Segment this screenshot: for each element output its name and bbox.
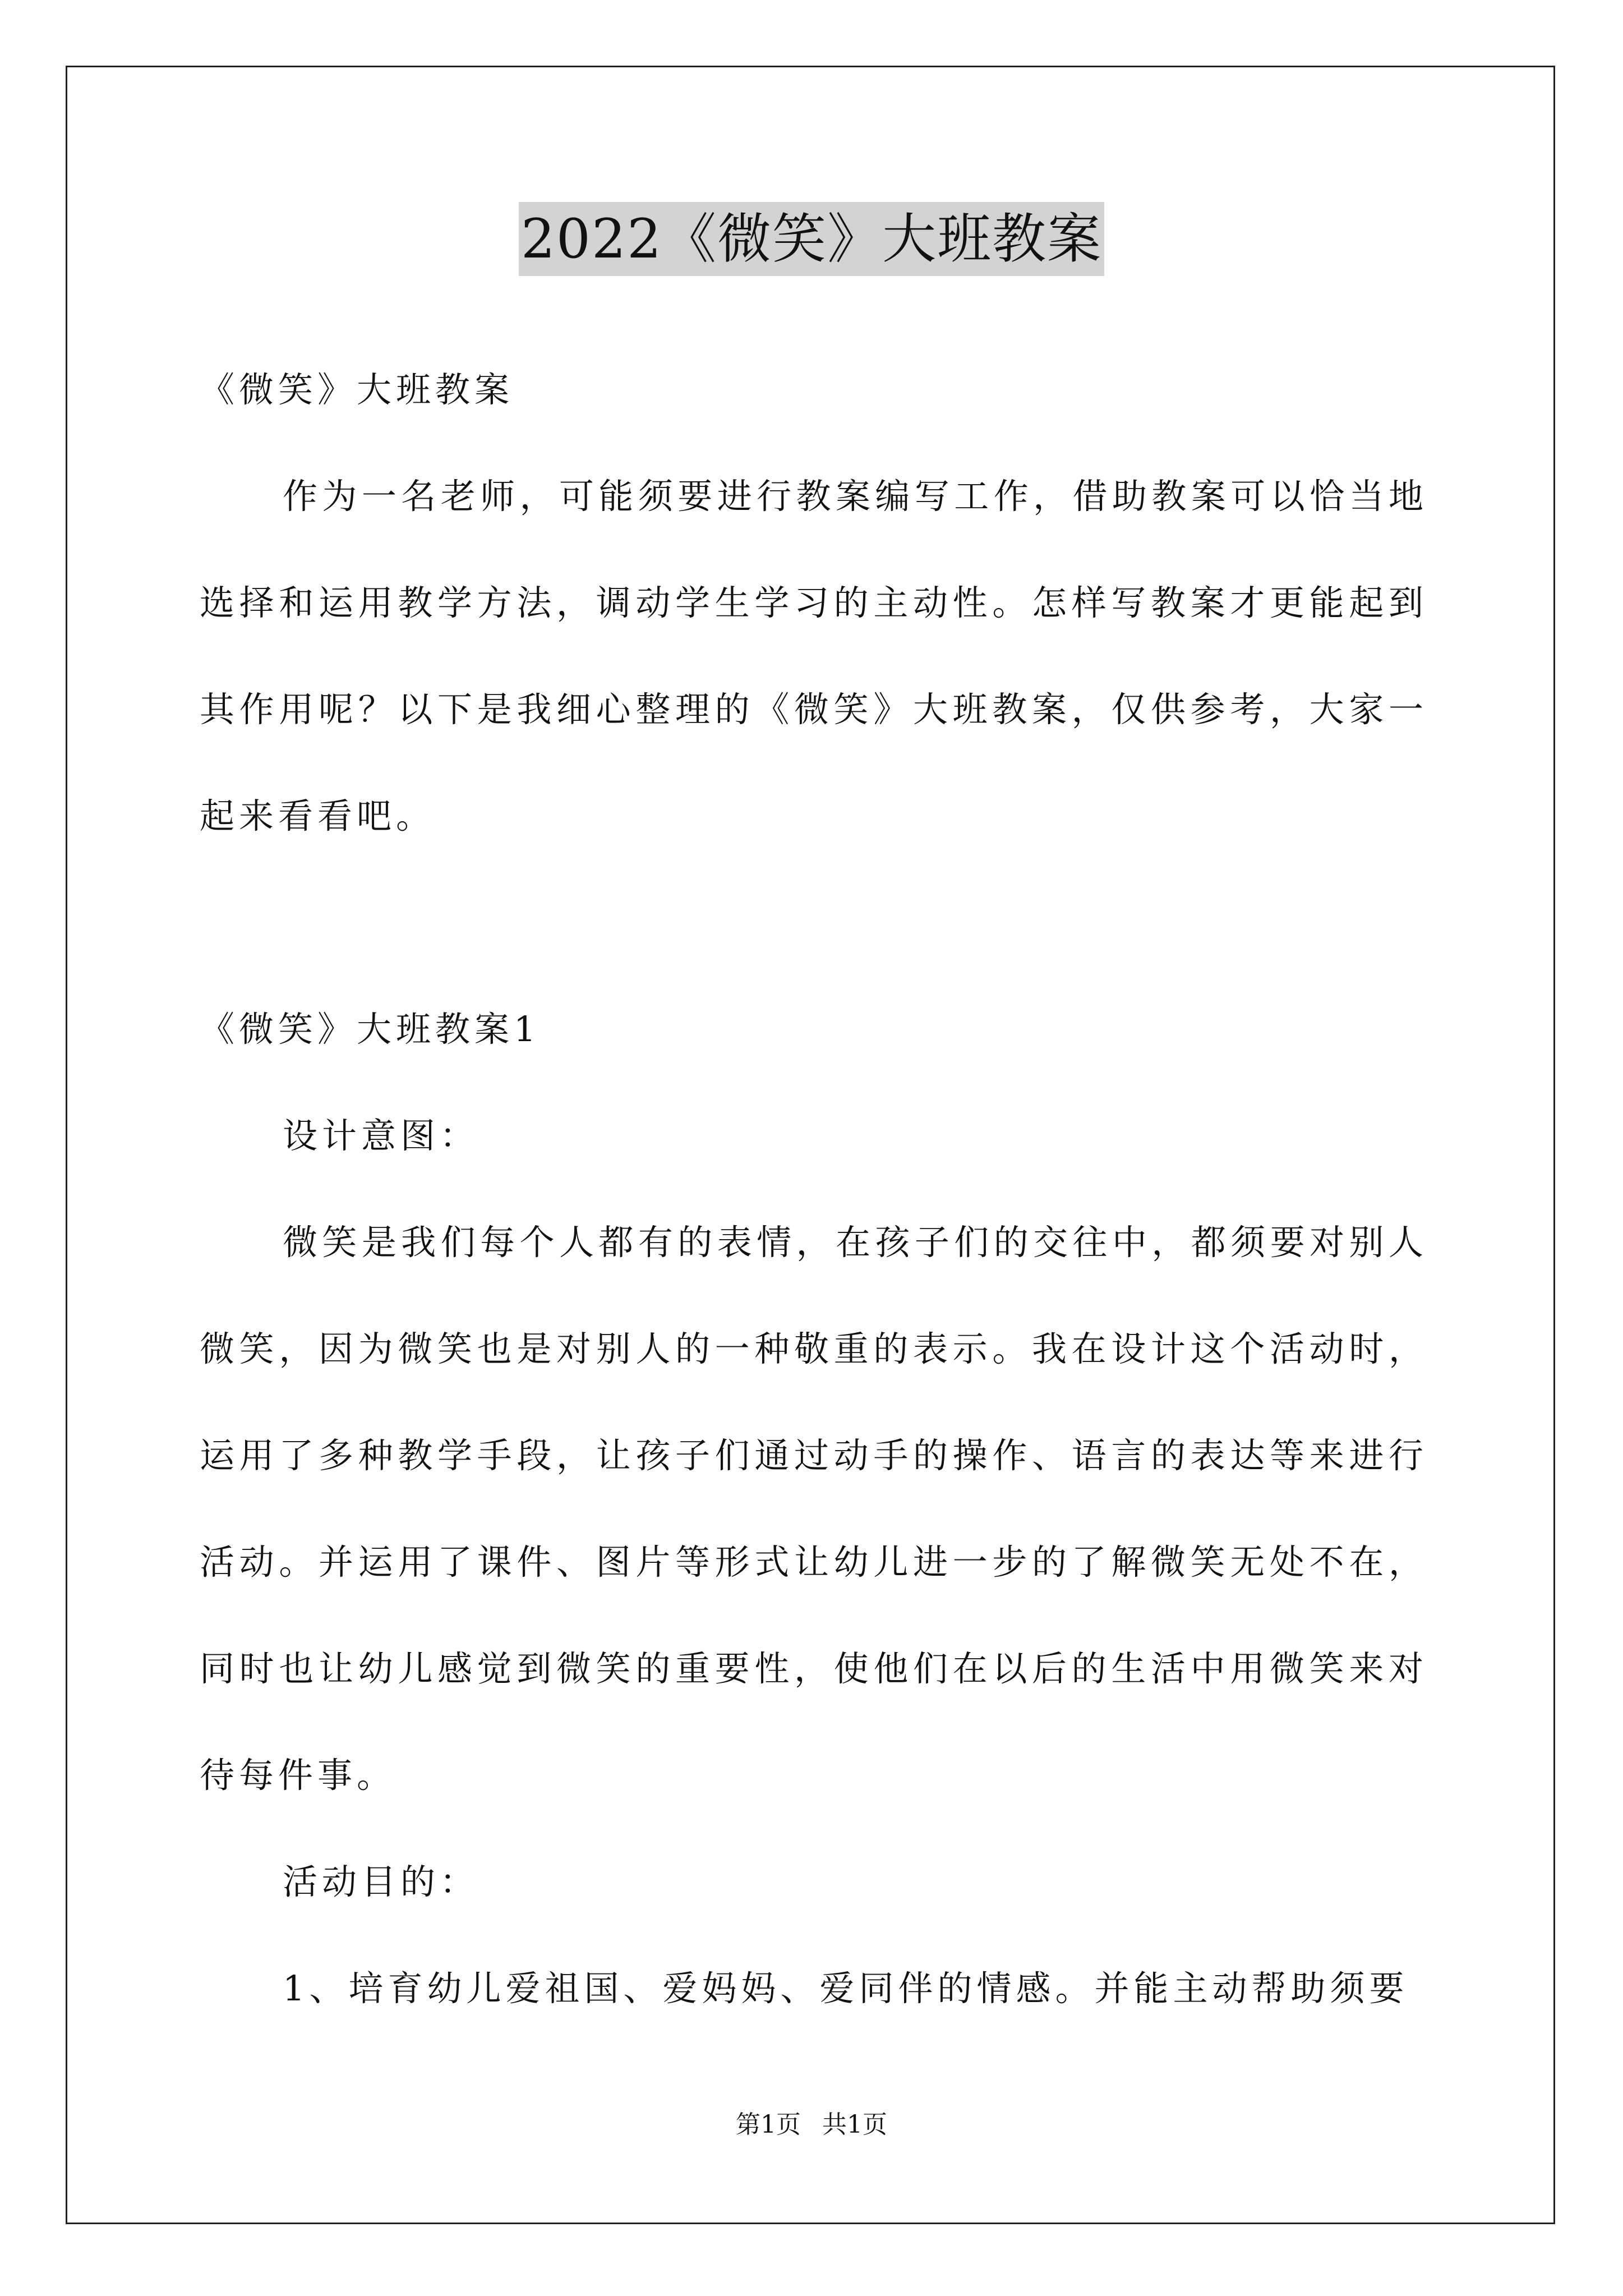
activity-goal-heading: 活动目的： [283,1861,479,1902]
page-footer [0,2108,1623,2142]
title-container [0,202,1623,276]
design-intent-heading: 设计意图： [283,1115,479,1156]
document-body [200,337,1428,2042]
page-total: 共1页 [822,2110,887,2139]
document-title: 2022《微笑》大班教案 [519,202,1104,276]
paragraph-gap [200,869,1428,976]
intro-paragraph: 作为一名老师，可能须要进行教案编写工作，借助教案可以恰当地选择和运用教学方法，调动学生学习的主动性。怎样写教案才更能起到其作用呢？以下是我细心整理的《微笑》大班教案，仅供参考，大家一起来看看吧。 [200,476,1428,836]
design-intent-paragraph: 微笑是我们每个人都有的表情，在孩子们的交往中，都须要对别人微笑，因为微笑也是对别人的一种敬重的表示。我在设计这个活动时，运用了多种教学手段，让孩子们通过动手的操作、语言的表达等来进行活动。并运用了课件、图片等形式让幼儿进一步的了解微笑无处不在，同时也让幼儿感觉到微笑的重要性，使他们在以后的生活中用微笑来对待每件事。 [200,1222,1428,1796]
subtitle-paragraph: 《微笑》大班教案 [200,369,514,410]
goal-item-1: 1、培育幼儿爱祖国、爱妈妈、爱同伴的情感。并能主动帮助须要 [283,1968,1409,2009]
section-heading: 《微笑》大班教案1 [200,1009,541,1050]
page-number: 第1页 [736,2110,801,2139]
